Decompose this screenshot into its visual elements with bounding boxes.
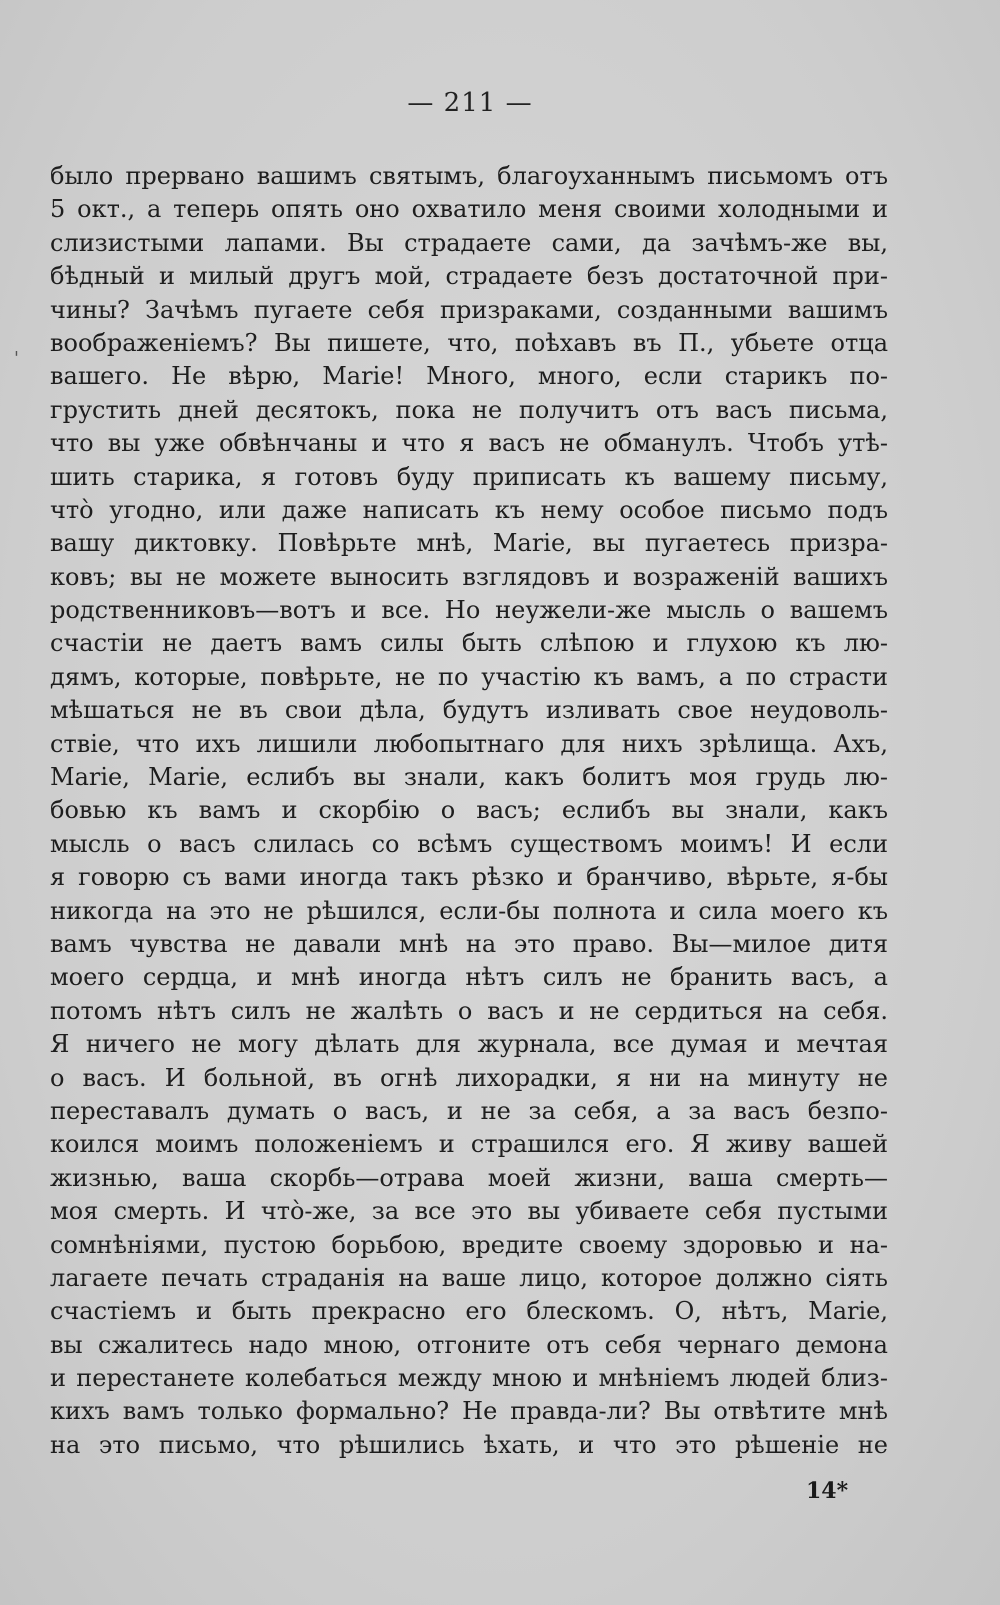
text-line: вы сжалитесь надо мною, отгоните отъ себя чернаго демона [50,1330,888,1359]
text-line: вашу диктовку. Повѣрьте мнѣ, Marie, вы пугаетесь призра- [50,529,888,558]
text-line: мѣшаться не въ свои дѣла, будутъ изливать свое неудоволь- [50,696,888,725]
text-line: родственниковъ—вотъ и все. Но неужели-же мысль о вашемъ [50,596,888,625]
text-line: вамъ чувства не давали мнѣ на это право. Вы—милое дитя [50,929,888,958]
margin-mark: ' [14,348,19,369]
text-line: мысль о васъ слилась со всѣмъ существомъ моимъ! И если [50,829,888,858]
text-line: лагаете печать страданiя на ваше лицо, которое должно сiять [50,1263,888,1292]
text-line: грустить дней десятокъ, пока не получитъ отъ васъ письма, [50,395,888,424]
text-line: ковъ; вы не можете выносить взглядовъ и возраженiй вашихъ [50,562,888,591]
text-line: переставалъ думать о васъ, и не за себя, а за васъ безпо- [50,1096,888,1125]
text-line: бовью къ вамъ и скорбiю о васъ; еслибъ вы знали, какъ [50,796,888,825]
text-line: потомъ нѣтъ силъ не жалѣть о васъ и не сердиться на себя. [50,996,888,1025]
body-text [50,160,888,1462]
text-line: было прервано вашимъ святымъ, благоуханнымъ письмомъ отъ [50,162,888,190]
text-line: шить старика, я готовъ буду приписать къ вашему письму, [50,462,888,491]
text-line: Marie, Marie, еслибъ вы знали, какъ болитъ моя грудь лю- [50,763,888,792]
text-line: 5 окт., а теперь опять оно охватило меня своими холодными и [50,195,888,224]
text-line: вашего. Не вѣрю, Marie! Много, много, если старикъ по- [50,362,888,391]
text-line: слизистыми лапами. Вы страдаете сами, да зачѣмъ-же вы, [50,228,888,257]
text-line: что̀ угодно, или даже написать къ нему особое письмо подъ [50,495,888,524]
text-line: кихъ вамъ только формально? Не правда-ли? Вы отвѣтите мнѣ [50,1397,888,1426]
text-line: счастiемъ и быть прекрасно его блескомъ. О, нѣтъ, Marie, [50,1297,888,1326]
text-line: я говорю съ вами иногда такъ рѣзко и бранчиво, вѣрьте, я-бы [50,863,888,892]
text-line: воображенiемъ? Вы пишете, что, поѣхавъ въ П., убьете отца [50,328,888,357]
text-line: дямъ, которые, повѣрьте, не по участiю къ вамъ, а по страсти [50,662,888,691]
page-number: — 211 — [407,88,533,118]
text-line: моя смерть. И что̀-же, за все это вы убиваете себя пустыми [50,1197,888,1226]
text-line: счастiи не даетъ вамъ силы быть слѣпою и глухою къ лю- [50,629,888,658]
text-line: коился моимъ положенiемъ и страшился его. Я живу вашей [50,1130,888,1159]
signature-mark: 14* [806,1478,849,1504]
text-line: моего сердца, и мнѣ иногда нѣтъ силъ не бранить васъ, а [50,963,888,992]
text-line: бѣдный и милый другъ мой, страдаете безъ достаточной при- [50,262,888,291]
text-line: чины? Зачѣмъ пугаете себя призраками, созданными вашимъ [50,295,888,324]
text-line: о васъ. И больной, въ огнѣ лихорадки, я ни на минуту не [50,1063,888,1092]
text-line: что вы уже обвѣнчаны и что я васъ не обманулъ. Чтобъ утѣ- [50,429,888,458]
text-line: на это письмо, что рѣшились ѣхать, и что это рѣшенiе не [50,1430,888,1459]
text-line: и перестанете колебаться между мною и мнѣнiемъ людей близ- [50,1364,888,1393]
text-line: сомнѣнiями, пустою борьбою, вредите своему здоровью и на- [50,1230,888,1259]
text-line: никогда на это не рѣшился, если-бы полнота и сила моего къ [50,896,888,925]
text-line: Я ничего не могу дѣлать для журнала, все думая и мечтая [50,1030,888,1059]
text-line: ствiе, что ихъ лишили любопытнаго для нихъ зрѣлища. Ахъ, [50,729,888,758]
text-line: жизнью, ваша скорбь—отрава моей жизни, ваша смерть— [50,1163,888,1192]
